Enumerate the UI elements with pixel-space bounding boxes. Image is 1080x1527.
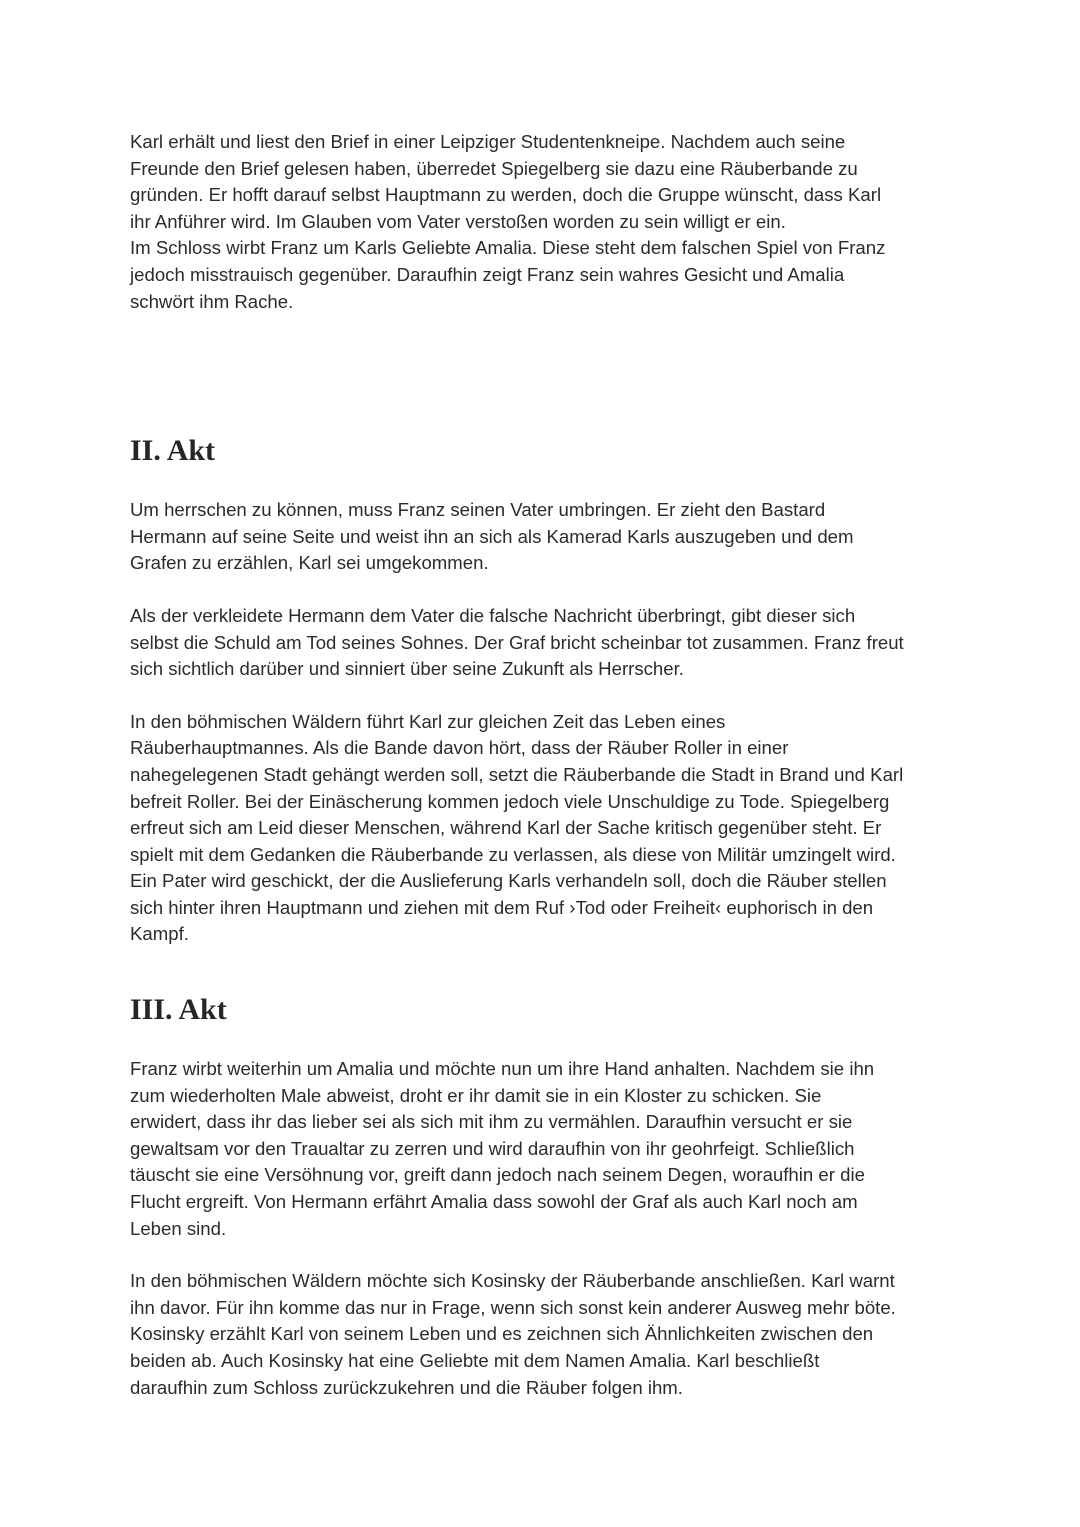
text-line: daraufhin zum Schloss zurückzukehren und die Räuber folgen ihm.	[130, 1376, 683, 1398]
text-line: Im Schloss wirbt Franz um Karls Geliebte Amalia. Diese steht dem falschen Spiel von Franz	[130, 237, 886, 259]
spacer	[130, 683, 960, 709]
text-line: beiden ab. Auch Kosinsky hat eine Geliebte mit dem Namen Amalia. Karl beschließt	[130, 1350, 820, 1371]
text-line: Freunde den Brief gelesen haben, überredet Spiegelberg sie dazu eine Räuberbande zu	[130, 157, 858, 179]
text-line: Grafen zu erzählen, Karl sei umgekommen.	[130, 552, 489, 574]
act-2-paragraph-2	[130, 603, 960, 683]
text-line: spielt mit dem Gedanken die Räuberbande zu verlassen, als diese von Militär umzingelt wird.	[130, 843, 896, 865]
text-line: schwört ihm Rache.	[130, 290, 294, 312]
act-2-heading: II. Akt	[130, 434, 216, 468]
text-line: Hermann auf seine Seite und weist ihn an sich als Kamerad Karls auszugeben und dem	[130, 525, 854, 547]
text-line: In den böhmischen Wäldern möchte sich Kosinsky der Räuberbande anschließen. Karl warnt	[130, 1270, 895, 1292]
text-line: selbst die Schuld am Tod seines Sohnes. Der Graf bricht scheinbar tot zusammen. Franz freut	[130, 631, 904, 653]
text-line: nahegelegenen Stadt gehängt werden soll, setzt die Räuberbande die Stadt in Brand und Karl	[130, 763, 904, 785]
spacer	[130, 469, 960, 497]
text-line: Leben sind.	[130, 1217, 227, 1239]
spacer	[130, 1028, 960, 1056]
text-line: Als der verkleidete Hermann dem Vater die falsche Nachricht überbringt, gibt dieser sich	[130, 604, 856, 626]
text-line: gewaltsam vor den Traualtar zu zerren und wird daraufhin von ihr geohrfeigt. Schließlich	[130, 1137, 855, 1159]
spacer	[130, 577, 960, 603]
text-line: In den böhmischen Wäldern führt Karl zur gleichen Zeit das Leben eines	[130, 710, 726, 732]
text-line: erfreut sich am Leid dieser Menschen, während Karl der Sache kritisch gegenüber steht. Er	[130, 817, 882, 839]
spacer	[130, 315, 960, 433]
document-body	[130, 129, 960, 1401]
text-line: jedoch misstrauisch gegenüber. Daraufhin zeigt Franz sein wahres Gesicht und Amalia	[130, 263, 845, 285]
text-line: Karl erhält und liest den Brief in einer Leipziger Studentenkneipe. Nachdem auch seine	[130, 131, 846, 152]
act-3-paragraph-1	[130, 1056, 960, 1242]
text-line: Flucht ergreift. Von Hermann erfährt Amalia dass sowohl der Graf als auch Karl noch am	[130, 1191, 858, 1213]
text-line: sich hinter ihren Hauptmann und ziehen mit dem Ruf ›Tod oder Freiheit‹ euphorisch in den	[130, 896, 874, 918]
spacer	[130, 1242, 960, 1268]
text-line: Kampf.	[130, 923, 189, 945]
text-line: befreit Roller. Bei der Einäscherung kommen jedoch viele Unschuldige zu Tode. Spiegelberg	[130, 790, 890, 812]
spacer	[130, 948, 960, 992]
text-line: erwidert, dass ihr das lieber sei als sich mit ihm zu vermählen. Daraufhin versucht er sie	[130, 1111, 853, 1133]
text-line: Kosinsky erzählt Karl von seinem Leben und es zeichnen sich Ähnlichkeiten zwischen den	[130, 1323, 874, 1345]
act-3-paragraph-2	[130, 1268, 960, 1401]
text-line: Ein Pater wird geschickt, der die Auslieferung Karls verhandeln soll, doch die Räuber stellen	[130, 870, 887, 892]
text-line: Franz wirbt weiterhin um Amalia und möchte nun um ihre Hand anhalten. Nachdem sie ihn	[130, 1058, 875, 1080]
text-line: zum wiederholten Male abweist, droht er ihr damit sie in ein Kloster zu schicken. Sie	[130, 1084, 822, 1106]
act-3-heading: III. Akt	[130, 993, 227, 1027]
act-2-paragraph-1	[130, 497, 960, 577]
text-line: Räuberhauptmannes. Als die Bande davon hört, dass der Räuber Roller in einer	[130, 737, 789, 759]
text-line: gründen. Er hofft darauf selbst Hauptmann zu werden, doch die Gruppe wünscht, dass Karl	[130, 184, 882, 206]
text-line: ihr Anführer wird. Im Glauben vom Vater verstoßen worden zu sein willigt er ein.	[130, 210, 786, 232]
text-line: sich sichtlich darüber und sinniert über seine Zukunft als Herrscher.	[130, 658, 684, 680]
act-2-paragraph-3	[130, 709, 960, 948]
text-line: Um herrschen zu können, muss Franz seinen Vater umbringen. Er zieht den Bastard	[130, 499, 826, 521]
intro-paragraph	[130, 129, 960, 315]
text-line: ihn davor. Für ihn komme das nur in Frage, wenn sich sonst kein anderer Ausweg mehr böte.	[130, 1296, 896, 1318]
text-line: täuscht sie eine Versöhnung vor, greift dann jedoch nach seinem Degen, woraufhin er die	[130, 1164, 865, 1186]
